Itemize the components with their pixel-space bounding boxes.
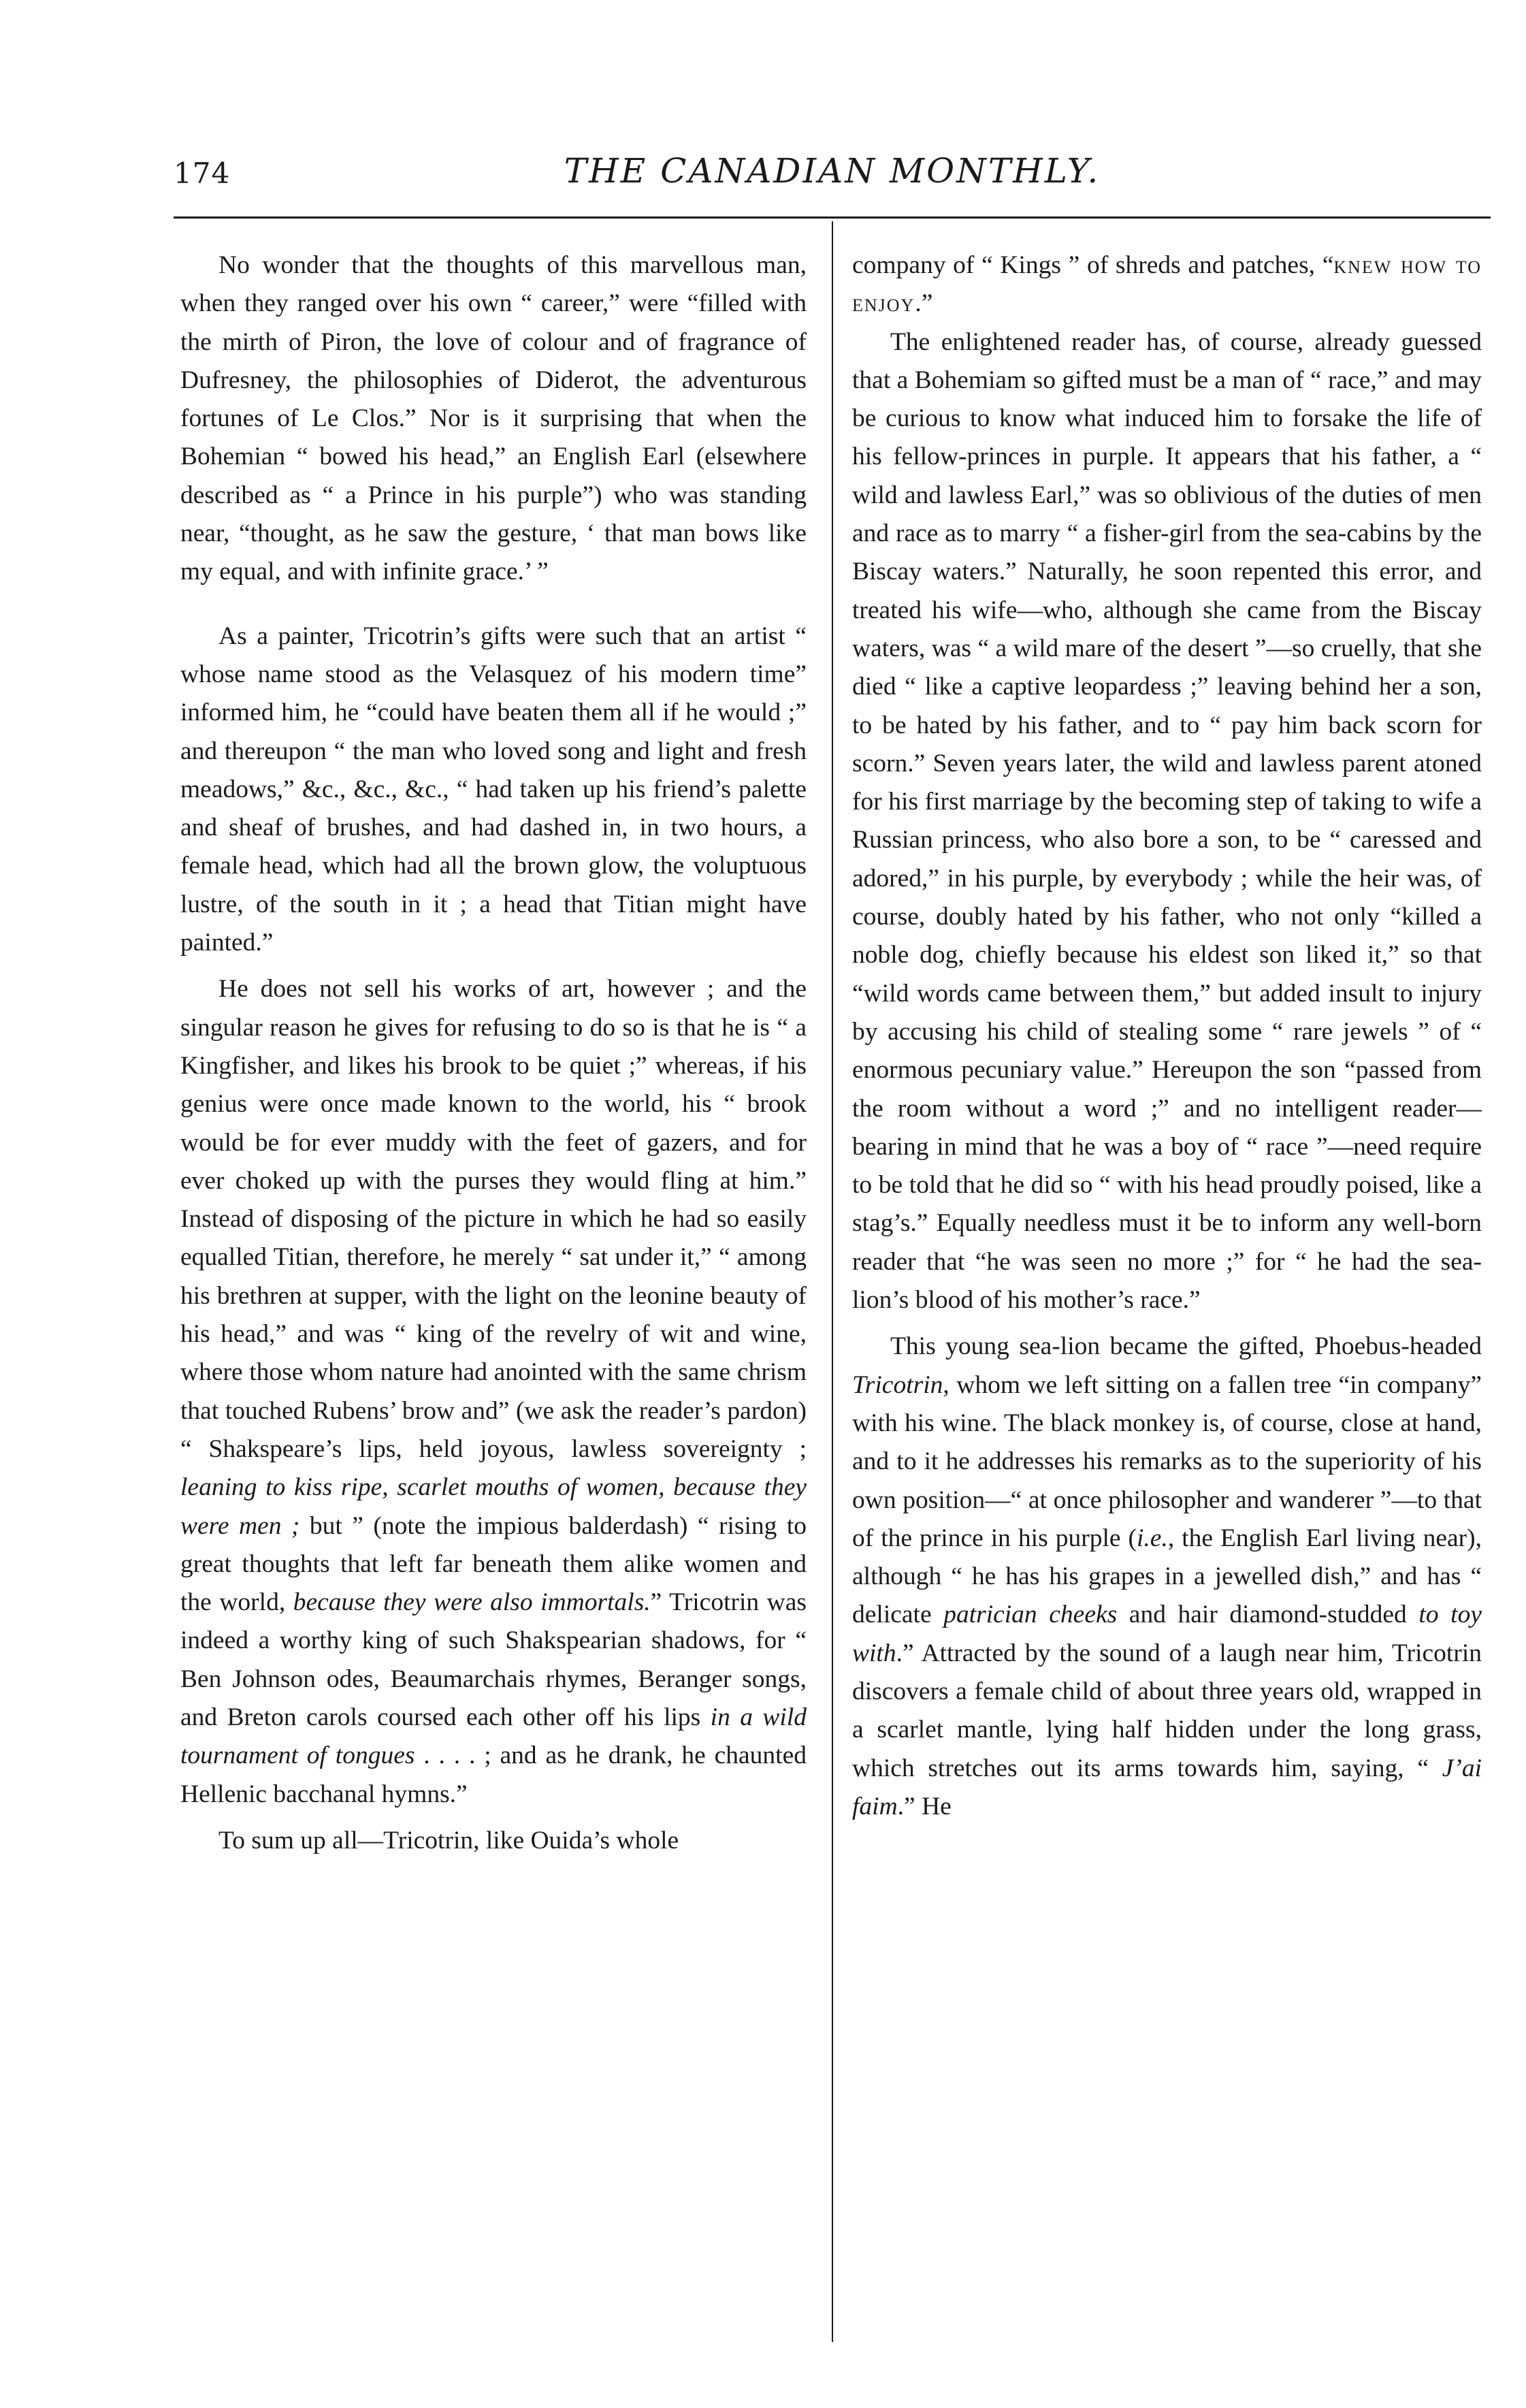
text-run: .” Attracted by the sound of a laugh near him, Tricotrin discovers a female child of about three years old, wrapped in a scarlet mantle, lying half hidden under the long grass, which stretches out its arms towards him, saying, “	[852, 1639, 1482, 1782]
italic-text: i.e.	[1137, 1524, 1168, 1552]
text-run: ” Tricotrin was indeed a worthy king of such Shakspearian shadows, for “ Ben Johnson odes, Beaumarchais rhymes, Beranger songs, and Breton carols coursed each other off his lips	[180, 1588, 807, 1731]
paragraph: The enlightened reader has, of course, already guessed that a Bohemiam so gifted must be a man of “ race,” and may be curious to know what induced him to forsake the life of his fellow-princes in purple. It appears that his father, a “ wild and lawless Earl,” was so oblivious of the duties of men and race as to marry “ a fisher-girl from the sea-cabins by the Biscay waters.” Naturally, he soon repented this error, and treated his wife—who, although she came from the Biscay waters, was “ a wild mare of the desert ”—so cruelly, that she died “ like a captive leopardess ;” leaving behind her a son, to be hated by his father, and to “ pay him back scorn for scorn.” Seven years later, the wild and lawless parent atoned for his first marriage by the becoming step of taking to wife a Russian princess, who also bore a son, to be “ caressed and adored,” in his purple, by everybody ; while the heir was, of course, doubly hated by his father, who not only “killed a noble dog, chiefly because his eldest son liked it,” so that “wild words came between them,” but added insult to injury by accusing his child of stealing some “ rare jewels ” of “ enormous pecuniary value.” Hereupon the son “passed from the room without a word ;” and no intelligent reader—bearing in mind that he was a boy of “ race ”—need require to be told that he did so “ with his head proudly poised, like a stag’s.” Equally needless must it be to inform any well-born reader that “he was seen no more ;” for “ he had the sea-lion’s blood of his mother’s race.”	[852, 327, 1482, 1315]
paragraph: No wonder that the thoughts of this marvellous man, when they ranged over his own “ career,” were “filled with the mirth of Piron, the love of colour and of fragrance of Dufresney, the philosophies of Diderot, the adventurous fortunes of Le Clos.” Nor is it surprising that when the Bohemian “ bowed his head,” an English Earl (elsewhere described as “ a Prince in his purple”) who was standing near, “thought, as he saw the gesture, ‘ that man bows like my equal, and with infinite grace.’ ”	[180, 251, 807, 586]
paragraph	[180, 970, 807, 1814]
italic-text: J’ai faim	[852, 1754, 1482, 1820]
paragraph	[852, 246, 1482, 323]
text-run: .”	[915, 289, 933, 318]
paragraph: To sum up all—Tricotrin, like Ouida’s whole	[218, 1826, 679, 1855]
page-header	[174, 151, 1491, 199]
italic-text: in a wild tournament of tongues	[180, 1703, 807, 1770]
page-number: 174	[174, 157, 231, 190]
italic-text: patrician cheeks	[943, 1601, 1118, 1629]
text-run: , the English Earl living near), although “ he has his grapes in a jewelled dish,” and has “ delicate	[852, 1524, 1482, 1629]
small-caps-text: knew how to enjoy	[852, 251, 1482, 318]
italic-text: leaning to kiss ripe, scarlet mouths of women, because they were men ;	[180, 1473, 807, 1540]
italic-text: because they were also immortals.	[293, 1588, 651, 1617]
text-run: He does not sell his works of art, however ; and the singular reason he gives for refusing to do so is that he is “ a Kingfisher, and likes his brook to be quiet ;” whereas, if his genius were once made known to the world, his “ brook would be for ever muddy with the feet of gazers, and for ever choked up with the purses they would fling at him.” Instead of disposing of the picture in which he had so easily equalled Titian, therefore, he merely “ sat under it,” “ among his brethren at supper, with the light on the leonine beauty of his head,” and was “ king of the revelry of wit and wine, where those whom nature had anointed with the same chrism that touched Rubens’ brow and” (we ask the reader’s pardon) “ Shakspeare’s lips, held joyous, lawless sovereignty ;	[180, 975, 807, 1463]
header-rule	[174, 216, 1491, 219]
text-run: but ” (note the impious balderdash) “ rising to great thoughts that left far beneath them alike women and the world,	[180, 1511, 807, 1617]
right-column	[852, 246, 1482, 2340]
left-column	[180, 246, 807, 2340]
italic-text: Tricotrin	[852, 1370, 943, 1399]
text-run: and hair diamond-studded	[1117, 1601, 1419, 1629]
text-run: .” He	[897, 1792, 952, 1820]
text-run: , whom we left sitting on a fallen tree “in company” with his wine. The black monkey is, of course, close at hand, and to it he addresses his remarks as to the superiority of his own position—“ at once philosopher and wanderer ”—to that of the prince in his purple (	[852, 1370, 1482, 1552]
italic-text: to toy with	[852, 1601, 1482, 1667]
text-run: . . . . ; and as he drank, he chaunted Hellenic bacchanal hymns.”	[180, 1741, 807, 1808]
running-title: THE CANADIAN MONTHLY.	[564, 151, 1101, 191]
paragraph	[852, 1328, 1482, 1826]
text-run: This young sea-lion became the gifted, Phoebus-headed	[890, 1332, 1482, 1361]
column-divider	[832, 221, 833, 2342]
paragraph: As a painter, Tricotrin’s gifts were such that an artist “ whose name stood as the Velasquez of his modern time” informed him, he “could have beaten them all if he would ;” and thereupon “ the man who loved song and light and fresh meadows,” &c., &c., &c., “ had taken up his friend’s palette and sheaf of brushes, and had dashed in, in two hours, a female head, which had all the brown glow, the voluptuous lustre, of the south in it ; a head that Titian might have painted.”	[180, 622, 807, 957]
text-run: company of “ Kings ” of shreds and patches, “	[852, 251, 1334, 279]
